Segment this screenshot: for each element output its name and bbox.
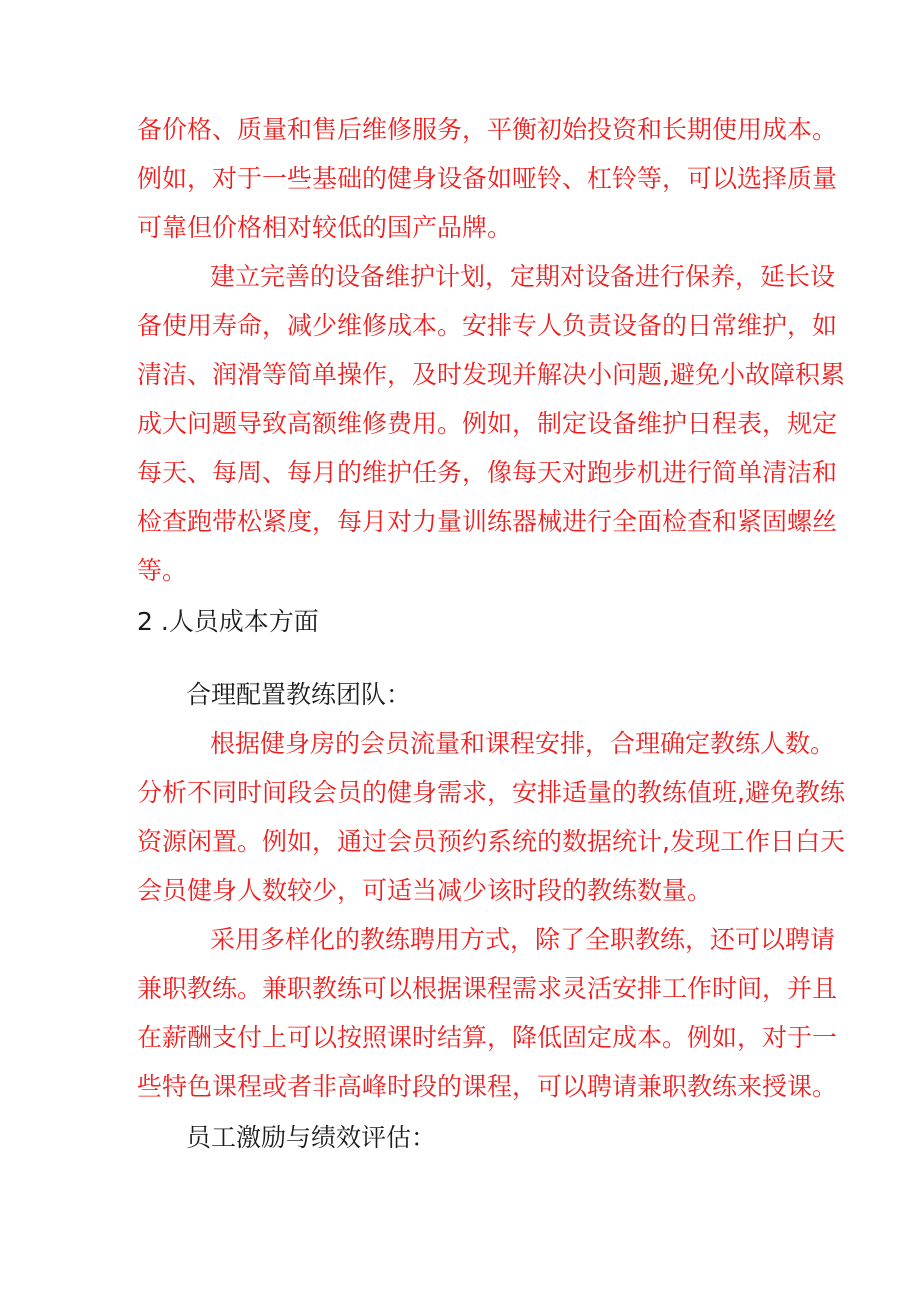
paragraph-line: 资源闲置。例如，通过会员预约系统的数据统计,发现工作日白天 (137, 827, 845, 856)
paragraph-line: 兼职教练。兼职教练可以根据课程需求灵活安排工作时间，并且 (137, 974, 838, 1003)
paragraph-line: 成大问题导致高额维修费用。例如，制定设备维护日程表，规定 (137, 409, 838, 438)
paragraph-line: 备价格、质量和售后维修服务，平衡初始投资和长期使用成本。 (137, 115, 838, 144)
paragraph-line: 会员健身人数较少，可适当减少该时段的教练数量。 (137, 876, 713, 905)
paragraph-line: 等。 (137, 556, 188, 585)
paragraph-line: 分析不同时间段会员的健身需求，安排适量的教练值班,避免教练 (137, 778, 845, 807)
paragraph-line: 备使用寿命，减少维修成本。安排专人负责设备的日常维护，如 (137, 311, 838, 340)
paragraph-line: 采用多样化的教练聘用方式，除了全职教练，还可以聘请 (210, 925, 836, 954)
paragraph-line: 些特色课程或者非高峰时段的课程，可以聘请兼职教练来授课。 (137, 1072, 838, 1101)
paragraph-line: 例如，对于一些基础的健身设备如哑铃、杠铃等，可以选择质量 (137, 164, 838, 193)
paragraph-line: 每天、每周、每月的维护任务，像每天对跑步机进行简单清洁和 (137, 458, 838, 487)
paragraph-line: 检查跑带松紧度，每月对力量训练器械进行全面检查和紧固螺丝 (137, 507, 838, 536)
paragraph-line: 可靠但价格相对较低的国产品牌。 (137, 213, 513, 242)
sub-heading: 合理配置教练团队： (186, 680, 412, 709)
section-heading: 2 .人员成本方面 (137, 607, 319, 636)
paragraph-line: 根据健身房的会员流量和课程安排，合理确定教练人数。 (210, 729, 836, 758)
paragraph-line: 清洁、润滑等简单操作，及时发现并解决小问题,避免小故障积累 (137, 360, 845, 389)
sub-heading: 员工激励与绩效评估： (186, 1123, 437, 1152)
paragraph-line: 建立完善的设备维护计划，定期对设备进行保养，延长设 (210, 262, 836, 291)
paragraph-line: 在薪酬支付上可以按照课时结算，降低固定成本。例如，对于一 (137, 1023, 838, 1052)
